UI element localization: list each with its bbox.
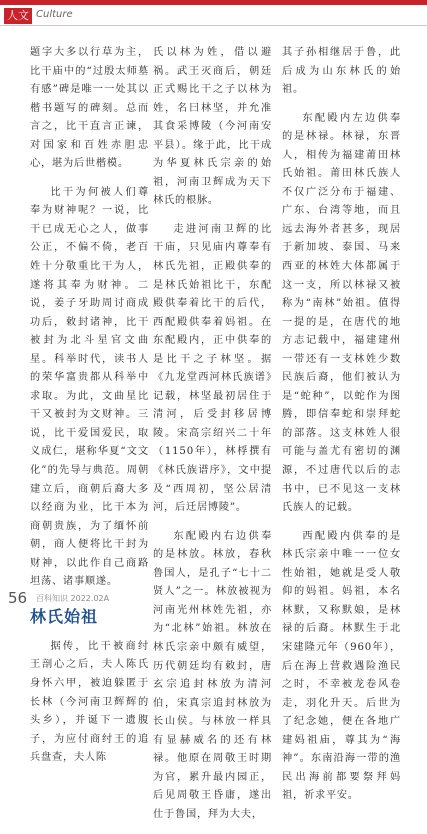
column-middle (153, 44, 272, 834)
paragraph: 其子孙相继居于鲁，此后成为山东林氏的始祖。 (282, 47, 401, 96)
column-left (30, 44, 149, 778)
paragraph: 据传，比干被商纣王剖心之后，夫人陈氏身怀六甲，被迫躲匿于长林（今河南卫辉辉的头乡），并诞下一遗腹子，为应付商纣王的追兵盘查，夫人陈 (30, 640, 149, 764)
section-heading: 林氏始祖 (30, 606, 99, 626)
page-number: 56 (8, 589, 28, 607)
header-divider (0, 25, 427, 26)
paragraph: 西配殿内供奉的是林氏宗亲中唯一一位女性始祖，她就是受人敬仰的妈祖。妈祖，本名林默，又称默娘，是林禄的后裔。林默生于北宋建隆元年（960年），后在海上营救遇险渔民之时，不幸被龙卷风卷走，羽化升天。后世为了纪念她，便在各地广建妈祖庙，尊其为“海神”。东南沿海一带的渔民出海前都要祭拜妈祖，祈求平安。 (282, 530, 401, 802)
section-tag: 人文 (4, 8, 32, 24)
section-subtitle: Culture (36, 9, 73, 20)
column-right (282, 44, 401, 816)
paragraph: 走进河南卫辉的比干庙，只见庙内尊奉有林氏先祖，正殿供奉的是林氏始祖比干，东配殿供奉着比干的后代，西配殿供奉着妈祖。在东配殿内，正中供奉的是比干之子林坚。据《九龙堂西河林氏族谱》记载，林坚最初居住于清河，后受封移居博陵。宋高宗绍兴二十年（1150年），林桴撰有《林氏族谱序》，文中提及“西周初，坚公居清河，后迁居博陵”。 (153, 223, 272, 514)
paragraph: 氏以林为姓，借以避祸。武王灭商后，朝廷正式赐比干之子以林为姓，名曰林坚，并允准其食采博陵（今河南安平县）。缘于此，比干成为华夏林氏宗亲的始祖，河南卫辉成为天下林氏的根脉。 (153, 47, 272, 207)
journal-info: 百科知识 2022.02A (36, 594, 110, 603)
paragraph: 东配殿内右边供奉的是林放。林放，春秋鲁国人，是孔子“七十二贤人”之一。林放被视为河南光州林姓先祖，亦为“北林”始祖。林放在林氏宗亲中颇有威望，历代朝廷均有敕封，唐玄宗追封林放为清河伯，宋真宗追封林放为长山侯。与林放一样具有显赫威名的还有林禄。他原在周敬王时期为官，累升最内园正，后见周敬王昏庸，遂出仕于鲁国，拜为大夫， (153, 530, 272, 820)
paragraph: 东配殿内左边供奉的是林禄。林禄，东晋人，相传为福建莆田林氏始祖。莆田林氏族人不仅广泛分布于福建、广东、台湾等地，而且远去海外者甚多，现居于新加坡、泰国、马来西亚的林姓大体都属于这一支，所以林禄又被称为“南林”始祖。值得一提的是，在唐代的地方志记载中，福建建州一带还有一支林姓少数民族后裔，他们被认为是“蛇种”，以蛇作为图腾，即信奉蛇和崇拜蛇的部落。这支林姓人很可能与盖尤有密切的渊源，不过唐代以后的志书中，已不见这一支林氏族人的记载。 (282, 112, 401, 514)
paragraph: 比干为何被人们尊奉为财神呢？一说，比干已成无心之人，做事公正，不偏不倚，老百姓十分敬重比干为人，遂将其奉为财神。二说，姜子牙助周讨商成功后，敕封诸神，比干被封为北斗星官文曲星。科举时代，读书人的荣华富贵都从科举中求取。为此，文曲星比干又被封为文财神。三说，比干爱国爱民，取义成仁，堪称华夏“文文化”的先导与典范。周朝建立后，商朝后裔大多以经商为业，比干本为商朝贵族，为了缅怀前朝，商人便将比干封为财神，以此作自己商路坦荡、诸事顺遂。 (30, 186, 149, 588)
header-accent-bar (0, 0, 427, 5)
paragraph: 题字大多以行草为主，比干庙中的“过殷太师墓有感”碑是唯一一处其以楷书题写的碑刻。总而言之，比干直言正谏，对国家和百姓赤胆忠心，堪为后世楷模。 (30, 47, 149, 170)
